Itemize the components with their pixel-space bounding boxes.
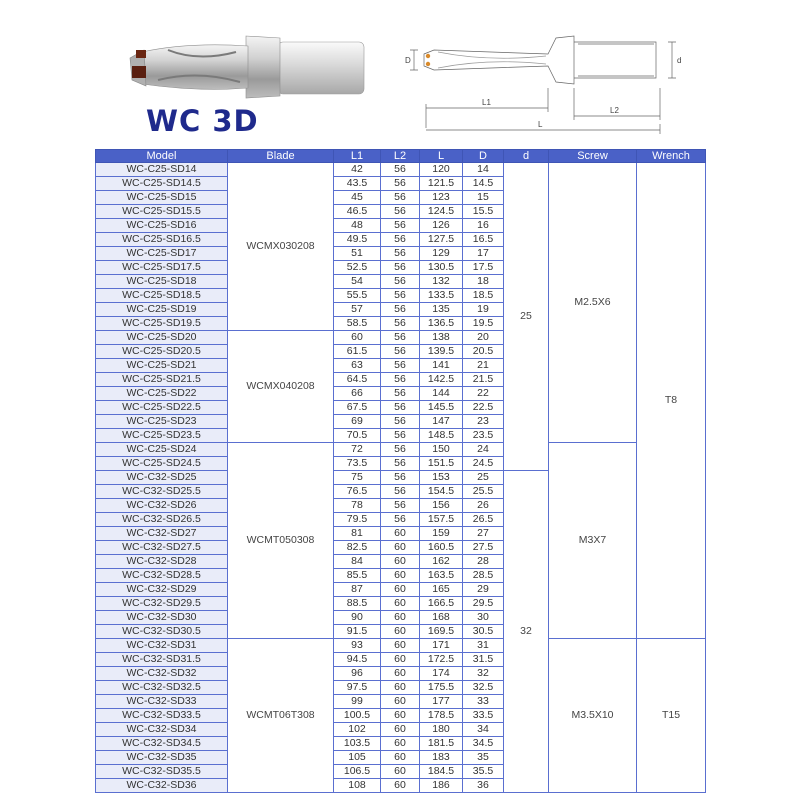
d-diameter-cell: 20 bbox=[463, 331, 504, 345]
l-cell: 160.5 bbox=[420, 541, 463, 555]
d-diameter-cell: 18 bbox=[463, 275, 504, 289]
l1-cell: 48 bbox=[334, 219, 381, 233]
model-cell: WC-C25-SD19 bbox=[96, 303, 228, 317]
l1-cell: 55.5 bbox=[334, 289, 381, 303]
l1-cell: 84 bbox=[334, 555, 381, 569]
l1-cell: 63 bbox=[334, 359, 381, 373]
l-cell: 175.5 bbox=[420, 681, 463, 695]
model-cell: WC-C32-SD34 bbox=[96, 723, 228, 737]
l-cell: 180 bbox=[420, 723, 463, 737]
l2-cell: 60 bbox=[381, 527, 420, 541]
l1-cell: 66 bbox=[334, 387, 381, 401]
l1-cell: 99 bbox=[334, 695, 381, 709]
l1-cell: 57 bbox=[334, 303, 381, 317]
l-cell: 177 bbox=[420, 695, 463, 709]
l-cell: 127.5 bbox=[420, 233, 463, 247]
l2-cell: 56 bbox=[381, 303, 420, 317]
blade-cell: WCMT050308 bbox=[228, 443, 334, 639]
l1-cell: 105 bbox=[334, 751, 381, 765]
dimension-label-L: L bbox=[538, 120, 543, 129]
l2-cell: 56 bbox=[381, 443, 420, 457]
model-cell: WC-C32-SD27 bbox=[96, 527, 228, 541]
l1-cell: 75 bbox=[334, 471, 381, 485]
l-cell: 126 bbox=[420, 219, 463, 233]
model-cell: WC-C25-SD14.5 bbox=[96, 177, 228, 191]
model-cell: WC-C25-SD21 bbox=[96, 359, 228, 373]
d-diameter-cell: 27 bbox=[463, 527, 504, 541]
model-cell: WC-C25-SD15.5 bbox=[96, 205, 228, 219]
l1-cell: 69 bbox=[334, 415, 381, 429]
l1-cell: 64.5 bbox=[334, 373, 381, 387]
d-diameter-cell: 28 bbox=[463, 555, 504, 569]
model-cell: WC-C32-SD30.5 bbox=[96, 625, 228, 639]
d-diameter-cell: 17 bbox=[463, 247, 504, 261]
blade-cell: WCMX030208 bbox=[228, 163, 334, 331]
l1-cell: 43.5 bbox=[334, 177, 381, 191]
l-cell: 169.5 bbox=[420, 625, 463, 639]
model-cell: WC-C32-SD35.5 bbox=[96, 765, 228, 779]
model-cell: WC-C32-SD27.5 bbox=[96, 541, 228, 555]
l1-cell: 52.5 bbox=[334, 261, 381, 275]
dimension-label-d: d bbox=[677, 56, 682, 65]
l-cell: 144 bbox=[420, 387, 463, 401]
screw-cell: M2.5X6 bbox=[549, 163, 637, 443]
l2-cell: 60 bbox=[381, 611, 420, 625]
table-body bbox=[96, 163, 706, 793]
l2-cell: 60 bbox=[381, 583, 420, 597]
l2-cell: 56 bbox=[381, 401, 420, 415]
model-cell: WC-C25-SD17.5 bbox=[96, 261, 228, 275]
l1-cell: 42 bbox=[334, 163, 381, 177]
model-cell: WC-C32-SD28 bbox=[96, 555, 228, 569]
column-header-l: L bbox=[420, 150, 463, 163]
d-diameter-cell: 19 bbox=[463, 303, 504, 317]
model-cell: WC-C32-SD33.5 bbox=[96, 709, 228, 723]
d-diameter-cell: 21 bbox=[463, 359, 504, 373]
l1-cell: 96 bbox=[334, 667, 381, 681]
model-cell: WC-C25-SD21.5 bbox=[96, 373, 228, 387]
model-cell: WC-C32-SD26.5 bbox=[96, 513, 228, 527]
model-cell: WC-C25-SD20 bbox=[96, 331, 228, 345]
d-diameter-cell: 26.5 bbox=[463, 513, 504, 527]
model-cell: WC-C25-SD19.5 bbox=[96, 317, 228, 331]
shank-d-cell: 25 bbox=[504, 163, 549, 471]
model-cell: WC-C25-SD16.5 bbox=[96, 233, 228, 247]
l1-cell: 70.5 bbox=[334, 429, 381, 443]
l1-cell: 51 bbox=[334, 247, 381, 261]
model-cell: WC-C25-SD24 bbox=[96, 443, 228, 457]
d-diameter-cell: 19.5 bbox=[463, 317, 504, 331]
l-cell: 154.5 bbox=[420, 485, 463, 499]
model-cell: WC-C25-SD23 bbox=[96, 415, 228, 429]
l2-cell: 56 bbox=[381, 359, 420, 373]
d-diameter-cell: 27.5 bbox=[463, 541, 504, 555]
l2-cell: 56 bbox=[381, 177, 420, 191]
l-cell: 162 bbox=[420, 555, 463, 569]
l-cell: 178.5 bbox=[420, 709, 463, 723]
l2-cell: 60 bbox=[381, 569, 420, 583]
l-cell: 186 bbox=[420, 779, 463, 793]
l-cell: 172.5 bbox=[420, 653, 463, 667]
d-diameter-cell: 35.5 bbox=[463, 765, 504, 779]
l1-cell: 100.5 bbox=[334, 709, 381, 723]
l-cell: 151.5 bbox=[420, 457, 463, 471]
d-diameter-cell: 32 bbox=[463, 667, 504, 681]
d-diameter-cell: 31.5 bbox=[463, 653, 504, 667]
d-diameter-cell: 23 bbox=[463, 415, 504, 429]
d-diameter-cell: 18.5 bbox=[463, 289, 504, 303]
model-cell: WC-C25-SD18.5 bbox=[96, 289, 228, 303]
l2-cell: 60 bbox=[381, 625, 420, 639]
l2-cell: 60 bbox=[381, 779, 420, 793]
dimension-label-L2: L2 bbox=[610, 106, 619, 115]
model-cell: WC-C32-SD25 bbox=[96, 471, 228, 485]
model-cell: WC-C32-SD36 bbox=[96, 779, 228, 793]
l2-cell: 56 bbox=[381, 205, 420, 219]
d-diameter-cell: 24 bbox=[463, 443, 504, 457]
l2-cell: 56 bbox=[381, 471, 420, 485]
l2-cell: 60 bbox=[381, 667, 420, 681]
l2-cell: 56 bbox=[381, 233, 420, 247]
l2-cell: 60 bbox=[381, 639, 420, 653]
l-cell: 159 bbox=[420, 527, 463, 541]
l2-cell: 56 bbox=[381, 163, 420, 177]
column-header-screw: Screw bbox=[549, 150, 637, 163]
d-diameter-cell: 21.5 bbox=[463, 373, 504, 387]
l2-cell: 60 bbox=[381, 751, 420, 765]
column-header-wrench: Wrench bbox=[637, 150, 706, 163]
l1-cell: 54 bbox=[334, 275, 381, 289]
l1-cell: 93 bbox=[334, 639, 381, 653]
l1-cell: 49.5 bbox=[334, 233, 381, 247]
d-diameter-cell: 29 bbox=[463, 583, 504, 597]
l1-cell: 78 bbox=[334, 499, 381, 513]
l2-cell: 56 bbox=[381, 289, 420, 303]
l1-cell: 73.5 bbox=[334, 457, 381, 471]
l-cell: 147 bbox=[420, 415, 463, 429]
shank-d-cell: 32 bbox=[504, 471, 549, 793]
l-cell: 156 bbox=[420, 499, 463, 513]
l2-cell: 56 bbox=[381, 331, 420, 345]
drill-product-photo bbox=[128, 22, 368, 112]
l2-cell: 56 bbox=[381, 317, 420, 331]
model-cell: WC-C25-SD22.5 bbox=[96, 401, 228, 415]
l1-cell: 97.5 bbox=[334, 681, 381, 695]
l1-cell: 94.5 bbox=[334, 653, 381, 667]
column-header-blade: Blade bbox=[228, 150, 334, 163]
column-header-model: Model bbox=[96, 150, 228, 163]
l2-cell: 56 bbox=[381, 373, 420, 387]
l1-cell: 79.5 bbox=[334, 513, 381, 527]
l2-cell: 56 bbox=[381, 485, 420, 499]
d-diameter-cell: 24.5 bbox=[463, 457, 504, 471]
l-cell: 141 bbox=[420, 359, 463, 373]
l2-cell: 56 bbox=[381, 261, 420, 275]
d-diameter-cell: 16.5 bbox=[463, 233, 504, 247]
blade-cell: WCMT06T308 bbox=[228, 639, 334, 793]
model-cell: WC-C25-SD20.5 bbox=[96, 345, 228, 359]
d-diameter-cell: 23.5 bbox=[463, 429, 504, 443]
model-cell: WC-C32-SD35 bbox=[96, 751, 228, 765]
d-diameter-cell: 31 bbox=[463, 639, 504, 653]
l2-cell: 60 bbox=[381, 597, 420, 611]
l1-cell: 91.5 bbox=[334, 625, 381, 639]
l-cell: 120 bbox=[420, 163, 463, 177]
l1-cell: 58.5 bbox=[334, 317, 381, 331]
table-header-row bbox=[96, 150, 706, 163]
l2-cell: 56 bbox=[381, 191, 420, 205]
l1-cell: 67.5 bbox=[334, 401, 381, 415]
specification-table bbox=[95, 149, 706, 793]
l1-cell: 87 bbox=[334, 583, 381, 597]
wrench-cell: T8 bbox=[637, 163, 706, 639]
l-cell: 121.5 bbox=[420, 177, 463, 191]
screw-cell: M3.5X10 bbox=[549, 639, 637, 793]
l2-cell: 60 bbox=[381, 681, 420, 695]
l-cell: 133.5 bbox=[420, 289, 463, 303]
model-cell: WC-C25-SD18 bbox=[96, 275, 228, 289]
model-cell: WC-C25-SD14 bbox=[96, 163, 228, 177]
model-cell: WC-C32-SD29 bbox=[96, 583, 228, 597]
column-header-l2: L2 bbox=[381, 150, 420, 163]
model-cell: WC-C25-SD15 bbox=[96, 191, 228, 205]
dimension-label-L1: L1 bbox=[482, 98, 491, 107]
l-cell: 148.5 bbox=[420, 429, 463, 443]
model-cell: WC-C25-SD24.5 bbox=[96, 457, 228, 471]
l-cell: 168 bbox=[420, 611, 463, 625]
l2-cell: 60 bbox=[381, 695, 420, 709]
l-cell: 135 bbox=[420, 303, 463, 317]
column-header-l1: L1 bbox=[334, 150, 381, 163]
l2-cell: 56 bbox=[381, 387, 420, 401]
l-cell: 157.5 bbox=[420, 513, 463, 527]
l-cell: 123 bbox=[420, 191, 463, 205]
l2-cell: 56 bbox=[381, 457, 420, 471]
l-cell: 142.5 bbox=[420, 373, 463, 387]
d-diameter-cell: 32.5 bbox=[463, 681, 504, 695]
model-cell: WC-C32-SD26 bbox=[96, 499, 228, 513]
l1-cell: 61.5 bbox=[334, 345, 381, 359]
d-diameter-cell: 26 bbox=[463, 499, 504, 513]
model-cell: WC-C32-SD32 bbox=[96, 667, 228, 681]
l2-cell: 56 bbox=[381, 345, 420, 359]
l2-cell: 60 bbox=[381, 555, 420, 569]
screw-cell: M3X7 bbox=[549, 443, 637, 639]
d-diameter-cell: 20.5 bbox=[463, 345, 504, 359]
l-cell: 129 bbox=[420, 247, 463, 261]
table-row bbox=[96, 639, 706, 653]
d-diameter-cell: 15 bbox=[463, 191, 504, 205]
column-header-d-shank: d bbox=[504, 150, 549, 163]
model-cell: WC-C32-SD32.5 bbox=[96, 681, 228, 695]
model-cell: WC-C32-SD25.5 bbox=[96, 485, 228, 499]
product-title: WC 3D bbox=[146, 104, 259, 138]
model-cell: WC-C32-SD29.5 bbox=[96, 597, 228, 611]
l1-cell: 76.5 bbox=[334, 485, 381, 499]
d-diameter-cell: 34 bbox=[463, 723, 504, 737]
l-cell: 145.5 bbox=[420, 401, 463, 415]
model-cell: WC-C25-SD22 bbox=[96, 387, 228, 401]
l-cell: 130.5 bbox=[420, 261, 463, 275]
table-row bbox=[96, 443, 706, 457]
model-cell: WC-C32-SD31.5 bbox=[96, 653, 228, 667]
l-cell: 181.5 bbox=[420, 737, 463, 751]
d-diameter-cell: 25 bbox=[463, 471, 504, 485]
l2-cell: 56 bbox=[381, 415, 420, 429]
d-diameter-cell: 17.5 bbox=[463, 261, 504, 275]
d-diameter-cell: 33.5 bbox=[463, 709, 504, 723]
d-diameter-cell: 35 bbox=[463, 751, 504, 765]
l-cell: 171 bbox=[420, 639, 463, 653]
l1-cell: 72 bbox=[334, 443, 381, 457]
l1-cell: 88.5 bbox=[334, 597, 381, 611]
l2-cell: 60 bbox=[381, 541, 420, 555]
l1-cell: 102 bbox=[334, 723, 381, 737]
l-cell: 183 bbox=[420, 751, 463, 765]
l2-cell: 56 bbox=[381, 275, 420, 289]
d-diameter-cell: 36 bbox=[463, 779, 504, 793]
d-diameter-cell: 14 bbox=[463, 163, 504, 177]
l1-cell: 60 bbox=[334, 331, 381, 345]
l-cell: 166.5 bbox=[420, 597, 463, 611]
wrench-cell: T15 bbox=[637, 639, 706, 793]
l-cell: 132 bbox=[420, 275, 463, 289]
d-diameter-cell: 33 bbox=[463, 695, 504, 709]
l2-cell: 56 bbox=[381, 247, 420, 261]
d-diameter-cell: 30.5 bbox=[463, 625, 504, 639]
l-cell: 174 bbox=[420, 667, 463, 681]
l2-cell: 60 bbox=[381, 765, 420, 779]
d-diameter-cell: 22.5 bbox=[463, 401, 504, 415]
model-cell: WC-C32-SD30 bbox=[96, 611, 228, 625]
l2-cell: 60 bbox=[381, 653, 420, 667]
model-cell: WC-C32-SD34.5 bbox=[96, 737, 228, 751]
dimension-label-D: D bbox=[405, 56, 411, 65]
d-diameter-cell: 29.5 bbox=[463, 597, 504, 611]
l-cell: 165 bbox=[420, 583, 463, 597]
l2-cell: 60 bbox=[381, 737, 420, 751]
l1-cell: 46.5 bbox=[334, 205, 381, 219]
l-cell: 153 bbox=[420, 471, 463, 485]
l1-cell: 90 bbox=[334, 611, 381, 625]
model-cell: WC-C25-SD17 bbox=[96, 247, 228, 261]
l1-cell: 106.5 bbox=[334, 765, 381, 779]
l1-cell: 103.5 bbox=[334, 737, 381, 751]
model-cell: WC-C25-SD16 bbox=[96, 219, 228, 233]
l1-cell: 82.5 bbox=[334, 541, 381, 555]
d-diameter-cell: 22 bbox=[463, 387, 504, 401]
d-diameter-cell: 34.5 bbox=[463, 737, 504, 751]
l2-cell: 60 bbox=[381, 723, 420, 737]
blade-cell: WCMX040208 bbox=[228, 331, 334, 443]
technical-drawing bbox=[398, 28, 688, 136]
model-cell: WC-C32-SD28.5 bbox=[96, 569, 228, 583]
l1-cell: 85.5 bbox=[334, 569, 381, 583]
l-cell: 138 bbox=[420, 331, 463, 345]
l2-cell: 56 bbox=[381, 219, 420, 233]
d-diameter-cell: 15.5 bbox=[463, 205, 504, 219]
table-row bbox=[96, 163, 706, 177]
column-header-d-diameter: D bbox=[463, 150, 504, 163]
d-diameter-cell: 30 bbox=[463, 611, 504, 625]
d-diameter-cell: 28.5 bbox=[463, 569, 504, 583]
l2-cell: 56 bbox=[381, 429, 420, 443]
d-diameter-cell: 16 bbox=[463, 219, 504, 233]
model-cell: WC-C32-SD33 bbox=[96, 695, 228, 709]
l-cell: 124.5 bbox=[420, 205, 463, 219]
l-cell: 139.5 bbox=[420, 345, 463, 359]
d-diameter-cell: 25.5 bbox=[463, 485, 504, 499]
l-cell: 150 bbox=[420, 443, 463, 457]
l-cell: 163.5 bbox=[420, 569, 463, 583]
l1-cell: 108 bbox=[334, 779, 381, 793]
l1-cell: 81 bbox=[334, 527, 381, 541]
d-diameter-cell: 14.5 bbox=[463, 177, 504, 191]
l-cell: 136.5 bbox=[420, 317, 463, 331]
l1-cell: 45 bbox=[334, 191, 381, 205]
l2-cell: 56 bbox=[381, 513, 420, 527]
model-cell: WC-C32-SD31 bbox=[96, 639, 228, 653]
l2-cell: 60 bbox=[381, 709, 420, 723]
model-cell: WC-C25-SD23.5 bbox=[96, 429, 228, 443]
l-cell: 184.5 bbox=[420, 765, 463, 779]
l2-cell: 56 bbox=[381, 499, 420, 513]
